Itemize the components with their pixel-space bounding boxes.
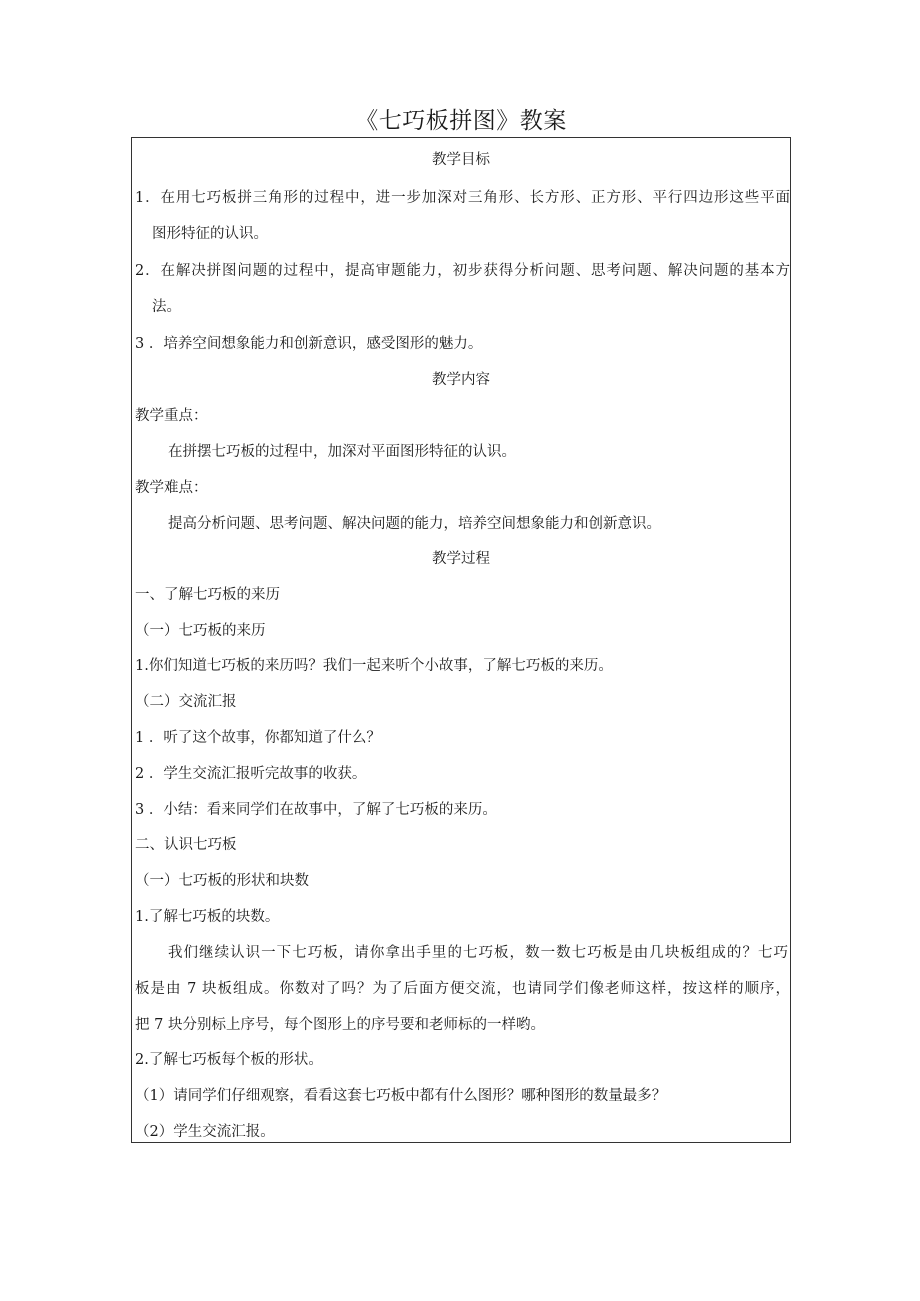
section-1-sub-2: （二）交流汇报: [135, 694, 237, 710]
section-2-sub-1: （一）七巧板的形状和块数: [135, 873, 309, 889]
objective-1-line-1: 1．在用七巧板拼三角形的过程中，进一步加深对三角形、长方形、正方形、平行四边形这些平面: [135, 190, 790, 206]
difficulty-label: 教学难点：: [135, 480, 208, 496]
paragraph-line-1: 我们继续认识一下七巧板，请你拿出手里的七巧板，数一数七巧板是由几块板组成的？七巧: [168, 945, 788, 961]
section-2-title: 二、认识七巧板: [135, 837, 237, 853]
section-1-sub-2-item-2: 2 ．学生交流汇报听完故事的收获。: [135, 766, 367, 782]
section-2-sub-1-item-2: 2.了解七巧板每个板的形状。: [135, 1052, 323, 1068]
document-title: 《七巧板拼图》教案: [355, 108, 567, 134]
paragraph-line-3: 把 7 块分别标上序号，每个图形上的序号要和老师标的一样哟。: [135, 1017, 545, 1033]
section-1-sub-2-item-3: 3 ．小结：看来同学们在故事中，了解了七巧板的来历。: [135, 802, 497, 818]
content-heading: 教学内容: [432, 372, 490, 388]
difficulty-text: 提高分析问题、思考问题、解决问题的能力，培养空间想象能力和创新意识。: [168, 516, 661, 532]
paragraph-line-2: 板是由 7 块板组成。你数对了吗？为了后面方便交流，也请同学们像老师这样，按这样的顺序，: [135, 981, 790, 997]
section-1-sub-2-item-1: 1 ．听了这个故事，你都知道了什么？: [135, 730, 381, 746]
objectives-heading: 教学目标: [432, 152, 490, 168]
key-point-label: 教学重点：: [135, 408, 208, 424]
section-1-sub-1: （一）七巧板的来历: [135, 623, 266, 639]
question-1: （1）请同学们仔细观察，看看这套七巧板中都有什么图形？哪种图形的数量最多？: [135, 1088, 667, 1104]
section-2-sub-1-item-1: 1.了解七巧板的块数。: [135, 909, 280, 925]
objective-2-line-2: 法。: [152, 299, 181, 315]
objective-3: 3 ．培养空间想象能力和创新意识，感受图形的魅力。: [135, 336, 483, 352]
question-2: （2）学生交流汇报。: [135, 1124, 275, 1140]
process-heading: 教学过程: [432, 551, 490, 567]
section-1-title: 一、了解七巧板的来历: [135, 587, 280, 603]
key-point-text: 在拼摆七巧板的过程中，加深对平面图形特征的认识。: [168, 444, 516, 460]
objective-2-line-1: 2．在解决拼图问题的过程中，提高审题能力，初步获得分析问题、思考问题、解决问题的基本方: [135, 263, 790, 279]
objective-1-line-2: 图形特征的认识。: [152, 226, 268, 242]
section-1-sub-1-item-1: 1.你们知道七巧板的来历吗？我们一起来听个小故事，了解七巧板的来历。: [135, 658, 613, 674]
